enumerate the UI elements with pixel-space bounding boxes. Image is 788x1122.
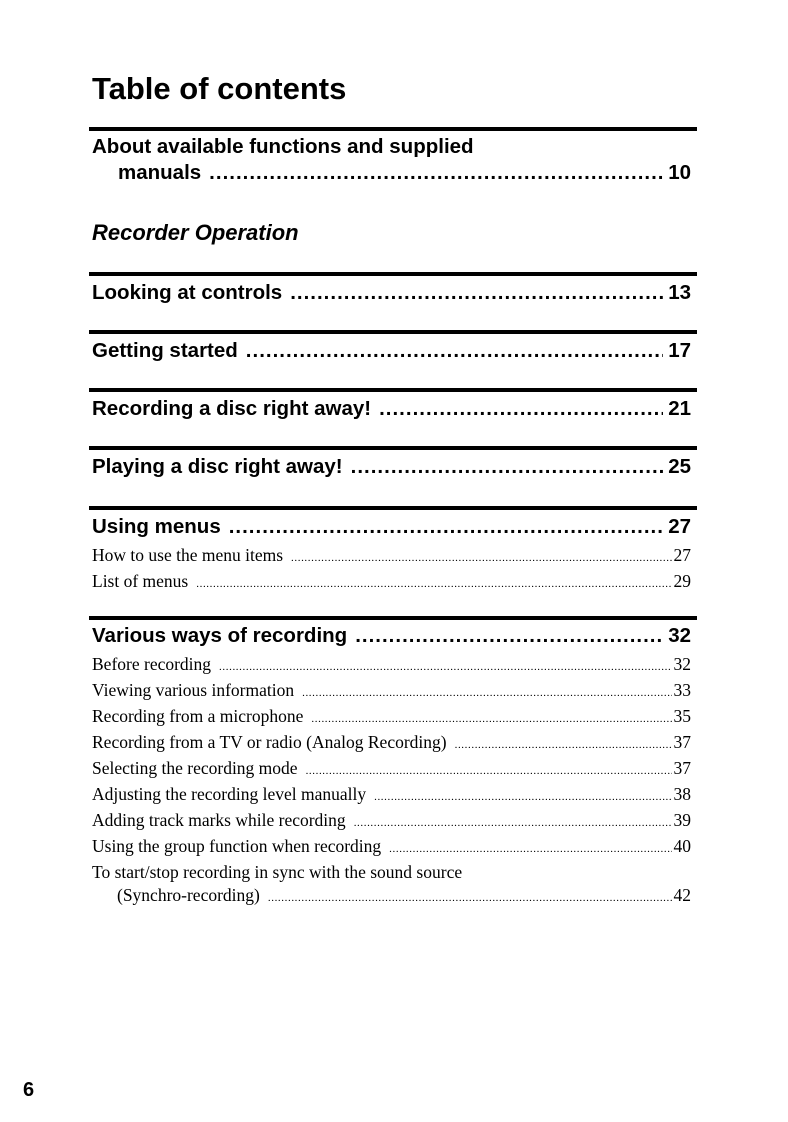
toc-entry-label: Playing a disc right away! [92, 455, 343, 478]
section-rule [89, 330, 697, 334]
toc-sub-entry-label: Recording from a microphone [92, 706, 304, 726]
leader-dots [291, 547, 671, 570]
toc-entry-page: 21 [668, 397, 691, 420]
toc-sub-entry-page: 35 [673, 706, 691, 726]
toc-sub-entry-label: To start/stop recording in sync with the sound source [92, 862, 463, 882]
leader-dots [219, 656, 671, 679]
toc-entry-page: 10 [668, 161, 691, 184]
leader-dots [196, 573, 671, 596]
toc-sub-entry-label: Adjusting the recording level manually [92, 784, 367, 804]
toc-sub-entry[interactable] [92, 809, 691, 835]
leader-dots [246, 338, 663, 364]
toc-entry-page: 25 [668, 455, 691, 478]
toc-sub-entry-label: List of menus [92, 571, 189, 591]
toc-sub-entry-page: 37 [673, 758, 691, 778]
section-rule [89, 446, 697, 450]
toc-entry-label-cont: manuals [118, 161, 202, 184]
leader-dots [229, 514, 663, 540]
toc-entry-label: Getting started [92, 339, 238, 362]
section-rule [89, 388, 697, 392]
section-heading: Recorder Operation [92, 220, 299, 245]
toc-sub-entry-page: 42 [673, 885, 691, 905]
toc-entry-playing-disc[interactable] [92, 454, 691, 480]
leader-dots [355, 623, 663, 649]
toc-entry-label: Various ways of recording [92, 624, 348, 647]
toc-entry-label: Recording a disc right away! [92, 397, 372, 420]
toc-entry-page: 27 [668, 515, 691, 538]
toc-sub-entry[interactable] [92, 679, 691, 705]
leader-dots [209, 160, 663, 186]
toc-sub-entry[interactable] [92, 570, 691, 596]
toc-sub-entry-page: 29 [673, 571, 691, 591]
toc-entry-label: Using menus [92, 515, 221, 538]
toc-sub-list-various-recording [92, 653, 691, 910]
section-rule [89, 272, 697, 276]
toc-entry-page: 17 [668, 339, 691, 362]
toc-sub-entry[interactable] [92, 783, 691, 809]
toc-sub-entry-label: Recording from a TV or radio (Analog Recording) [92, 732, 447, 752]
toc-entry-about[interactable] [92, 134, 691, 186]
toc-sub-entry-label: Using the group function when recording [92, 836, 382, 856]
toc-entry-using-menus[interactable] [92, 514, 691, 540]
toc-sub-entry[interactable] [92, 705, 691, 731]
leader-dots [268, 887, 672, 910]
toc-sub-entry-label: Selecting the recording mode [92, 758, 298, 778]
toc-sub-entry[interactable] [92, 653, 691, 679]
leader-dots [354, 812, 672, 835]
page-title: Table of contents [92, 71, 347, 106]
toc-sub-entry-page: 40 [673, 836, 691, 856]
toc-sub-entry[interactable] [92, 757, 691, 783]
leader-dots [379, 396, 663, 422]
toc-entry-label: Looking at controls [92, 281, 283, 304]
page-number: 6 [23, 1079, 35, 1101]
leader-dots [389, 838, 671, 861]
section-rule [89, 127, 697, 131]
leader-dots [302, 682, 671, 705]
toc-sub-entry-page: 32 [673, 654, 691, 674]
toc-sub-entry-synchro[interactable] [92, 861, 691, 910]
toc-entry-getting-started[interactable] [92, 338, 691, 364]
toc-sub-entry-label: Viewing various information [92, 680, 295, 700]
leader-dots [311, 708, 671, 731]
leader-dots [290, 280, 663, 306]
toc-entry-various-recording[interactable] [92, 623, 691, 649]
toc-sub-entry[interactable] [92, 544, 691, 570]
toc-entry-label: About available functions and supplied [92, 135, 474, 158]
toc-entry-page: 13 [668, 281, 691, 304]
leader-dots [306, 760, 672, 783]
toc-sub-entry[interactable] [92, 835, 691, 861]
toc-sub-entry-label-cont: (Synchro-recording) [117, 885, 260, 905]
toc-entry-recording-disc[interactable] [92, 396, 691, 422]
toc-sub-entry-page: 37 [673, 732, 691, 752]
leader-dots [374, 786, 671, 809]
toc-sub-entry-page: 39 [673, 810, 691, 830]
toc-sub-entry-label: How to use the menu items [92, 545, 284, 565]
section-rule [89, 506, 697, 510]
toc-sub-entry-page: 33 [673, 680, 691, 700]
leader-dots [351, 454, 664, 480]
section-rule [89, 616, 697, 620]
toc-entry-looking-at-controls[interactable] [92, 280, 691, 306]
leader-dots [455, 734, 672, 757]
toc-sub-list-using-menus [92, 544, 691, 596]
toc-sub-entry[interactable] [92, 731, 691, 757]
toc-entry-page: 32 [668, 624, 691, 647]
toc-sub-entry-label: Adding track marks while recording [92, 810, 346, 830]
toc-sub-entry-page: 27 [673, 545, 691, 565]
toc-sub-entry-page: 38 [673, 784, 691, 804]
toc-sub-entry-label: Before recording [92, 654, 212, 674]
